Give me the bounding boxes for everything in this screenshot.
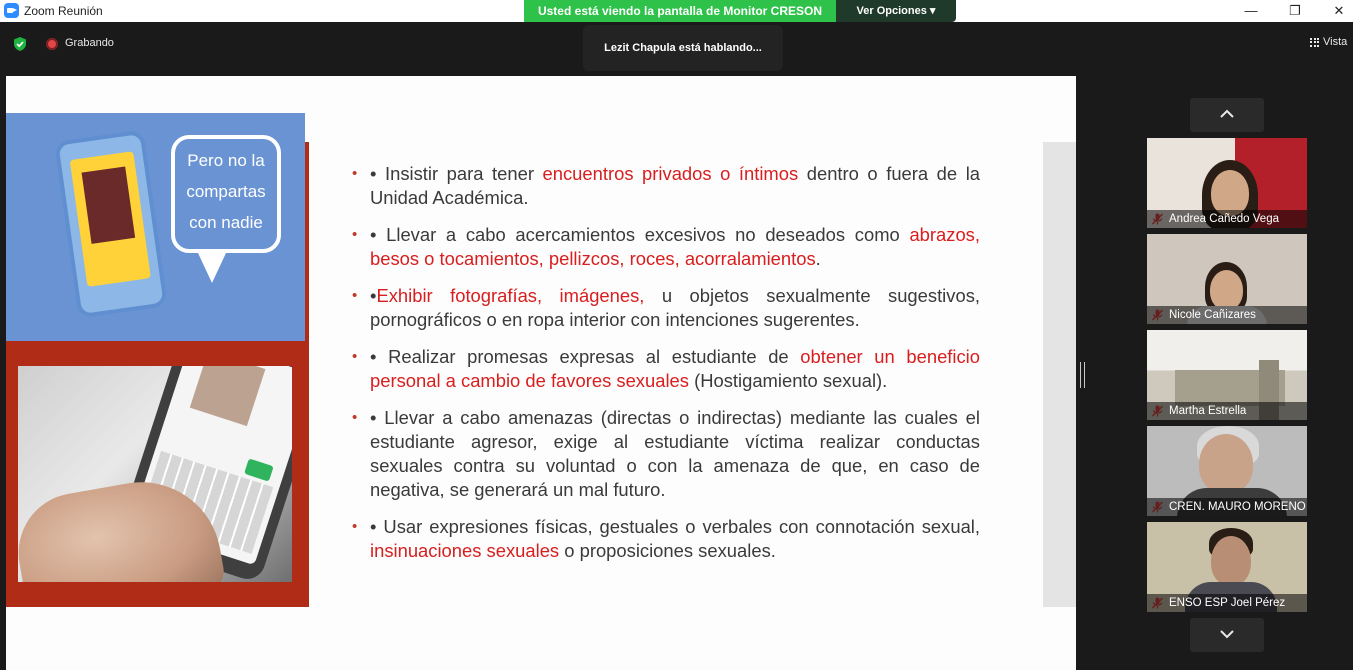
minimize-button[interactable]: — xyxy=(1244,3,1258,18)
security-shield-icon[interactable] xyxy=(12,36,28,52)
slide-bullet xyxy=(352,406,980,502)
chevron-down-icon: ▾ xyxy=(929,5,936,17)
speech-bubble xyxy=(171,135,281,253)
bullet-text: • Insistir para tener xyxy=(370,163,543,184)
bullet-text: • xyxy=(370,285,377,306)
bullet-marker: • xyxy=(352,409,358,426)
slide-bullet xyxy=(352,223,980,271)
recording-icon xyxy=(46,38,58,50)
slide-bullet-list xyxy=(352,162,980,576)
share-status-text: Usted está viendo la pantalla de Monitor CRESON xyxy=(524,0,836,22)
bullet-highlight-text: abrazos, besos o tocamientos, pellizcos, roces, acorralamientos xyxy=(370,224,980,269)
participant-name: ENSO ESP Joel Pérez xyxy=(1147,594,1307,612)
gallery-scroll-down-button[interactable] xyxy=(1190,618,1264,652)
bullet-marker: • xyxy=(352,226,358,243)
phone-drawing xyxy=(54,130,168,319)
phone-illustration xyxy=(6,113,305,341)
view-options-label: Ver Opciones xyxy=(856,5,927,17)
bullet-text: . xyxy=(815,248,821,269)
panel-resize-handle[interactable] xyxy=(1080,362,1085,388)
slide-bullet xyxy=(352,162,980,210)
participant-name: CREN. MAURO MORENO xyxy=(1147,498,1307,516)
bullet-marker: • xyxy=(352,518,358,535)
participant-name: Martha Estrella xyxy=(1147,402,1307,420)
participant-name: Andrea Cañedo Vega xyxy=(1147,210,1307,228)
participant-tile[interactable] xyxy=(1147,426,1307,516)
slide-bullet xyxy=(352,515,980,563)
bullet-highlight-text: encuentros privados o íntimos xyxy=(542,163,799,184)
slide-red-strip xyxy=(305,142,309,341)
bullet-text: • Llevar a cabo amenazas (directas o indirectas) mediante las cuales el estudiante agresor, exige al estudiante víctima realizar conductas sexuales contra su voluntad o con la amenaza de que, en caso de negativa, se generará un mal futuro. xyxy=(370,407,980,500)
recording-label: Grabando xyxy=(65,37,114,49)
slide-right-bar xyxy=(1043,142,1076,607)
view-options-button[interactable] xyxy=(836,0,956,22)
slide-bullet xyxy=(352,284,980,332)
bullet-marker: • xyxy=(352,348,358,365)
bullet-text: (Hostigamiento sexual). xyxy=(688,370,888,391)
participant-name: Nicole Cañizares xyxy=(1147,306,1307,324)
window-title: Zoom Reunión xyxy=(24,4,103,18)
restore-button[interactable]: ❐ xyxy=(1289,3,1301,18)
bullet-text: • Llevar a cabo acercamientos excesivos no deseados como xyxy=(370,224,910,245)
gallery-scroll-up-button[interactable] xyxy=(1190,98,1264,132)
bullet-text: • Usar expresiones físicas, gestuales o verbales con connotación sexual, xyxy=(370,516,980,537)
view-label: Vista xyxy=(1323,36,1348,48)
bullet-highlight-text: obtener un beneficio personal a cambio de favores sexuales xyxy=(370,346,980,391)
participant-tile[interactable] xyxy=(1147,330,1307,420)
phone-typing-photo xyxy=(18,366,292,582)
close-button[interactable]: ✕ xyxy=(1333,3,1345,18)
chevron-down-icon xyxy=(1219,628,1235,640)
bullet-text: o proposiciones sexuales. xyxy=(559,540,776,561)
speech-bubble-tail xyxy=(198,253,226,283)
bullet-highlight-text: insinuaciones sexuales xyxy=(370,540,560,561)
bullet-marker: • xyxy=(352,287,358,304)
zoom-app-icon xyxy=(4,3,19,18)
chevron-up-icon xyxy=(1219,108,1235,120)
bullet-text: dentro o fuera de la Unidad Académica. xyxy=(370,163,981,208)
shared-screen-slide xyxy=(6,76,1076,670)
slide-bullet xyxy=(352,345,980,393)
bubble-line-3: con nadie xyxy=(189,213,263,232)
bullet-highlight-text: Exhibir fotografías, imágenes, xyxy=(376,285,645,306)
grid-view-icon xyxy=(1310,38,1319,47)
participant-tile[interactable] xyxy=(1147,234,1307,324)
participant-tile[interactable] xyxy=(1147,522,1307,612)
bullet-marker: • xyxy=(352,165,358,182)
bullet-text: u objetos sexualmente sugestivos, pornográficos o en ropa interior con intenciones sugerentes. xyxy=(370,285,980,330)
bullet-text: • Realizar promesas expresas al estudiante de xyxy=(370,346,801,367)
bubble-line-1: Pero no la xyxy=(187,151,265,170)
screen-share-banner xyxy=(524,0,956,22)
view-button[interactable] xyxy=(1310,36,1347,48)
participant-tile[interactable] xyxy=(1147,138,1307,228)
bubble-line-2: compartas xyxy=(186,182,266,201)
active-speaker-indicator: Lezit Chapula está hablando... xyxy=(583,25,783,71)
